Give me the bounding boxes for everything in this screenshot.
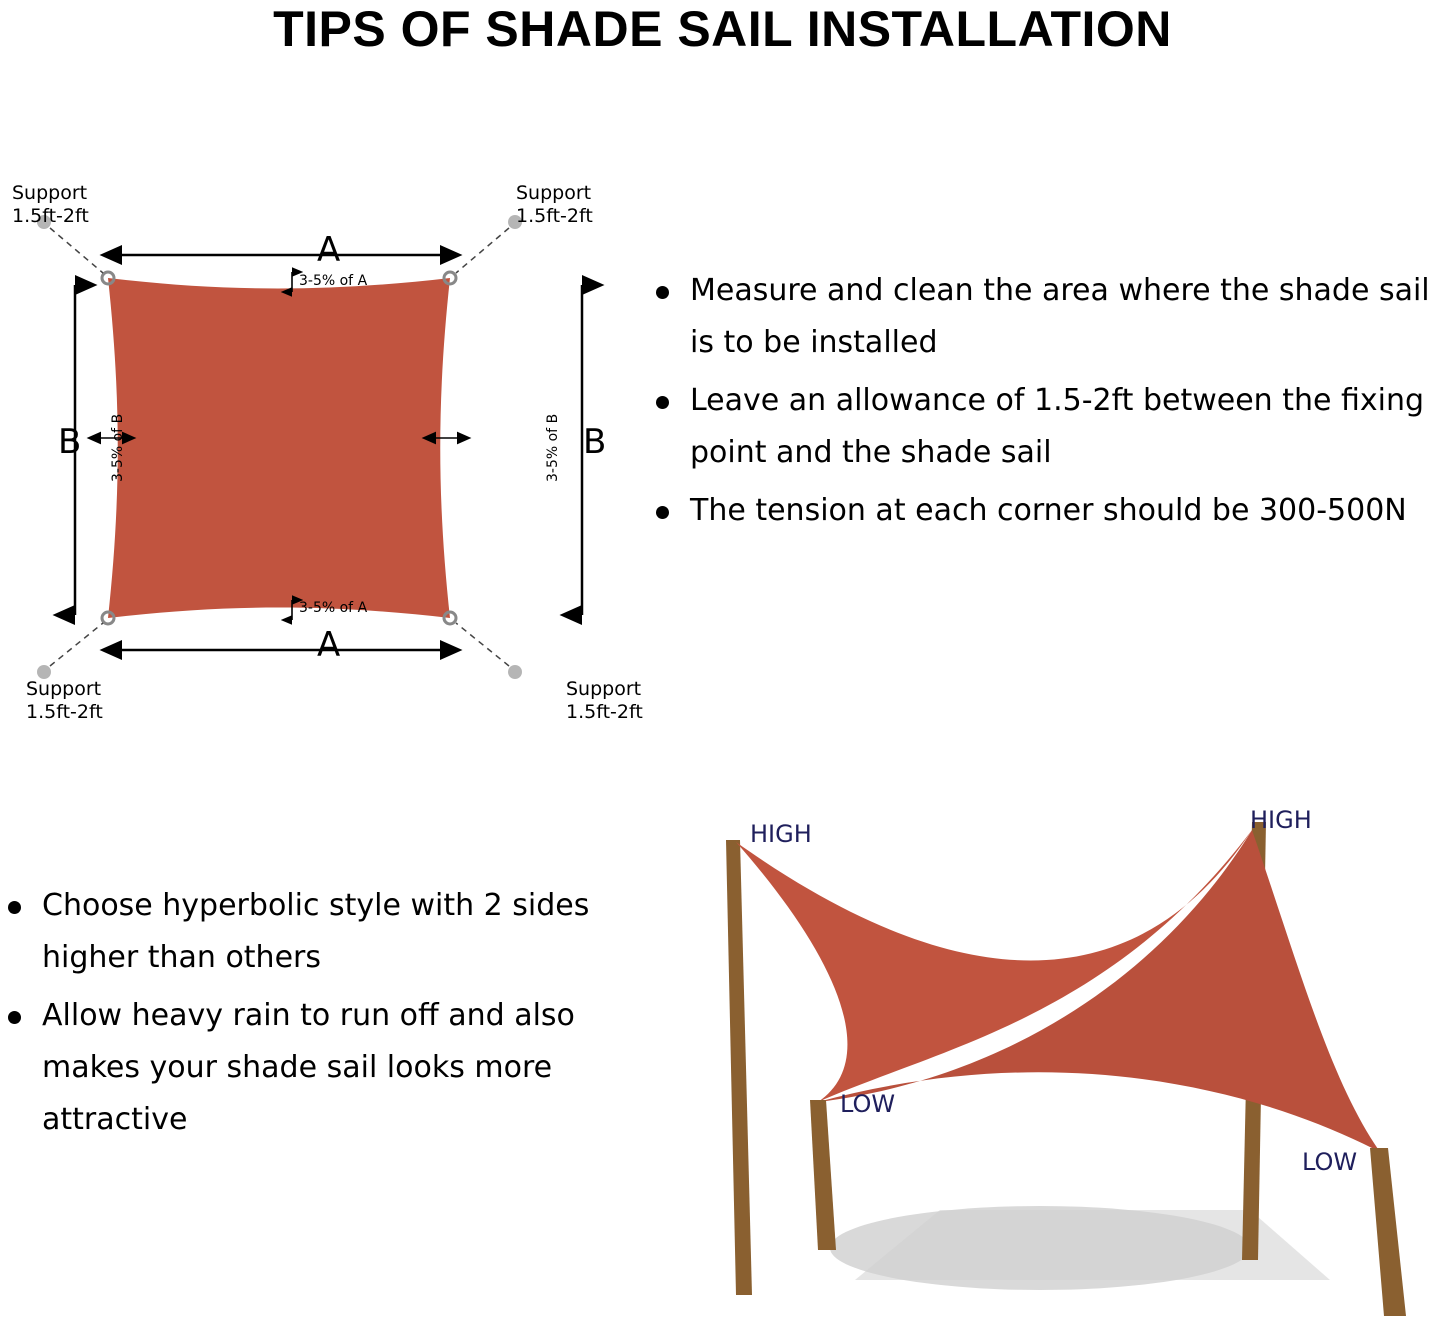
support-label-top-right: Support 1.5ft-2ft <box>516 182 593 227</box>
list-item: Leave an allowance of 1.5-2ft between the fixing point and the shade sail <box>648 375 1445 479</box>
tag-low-right: LOW <box>1302 1148 1358 1176</box>
curve-label-left: 3-5% of B <box>110 413 126 482</box>
support-dot-bottom-left <box>37 665 51 679</box>
list-item: Measure and clean the area where the shade sail is to be installed <box>648 265 1445 369</box>
support-dot-bottom-right <box>508 665 522 679</box>
support-line-bottom-left <box>50 623 103 666</box>
support-label-bottom-left: Support 1.5ft-2ft <box>26 678 103 723</box>
tag-high-right: HIGH <box>1250 806 1312 834</box>
pole-low-left <box>810 1100 836 1250</box>
rectangular-sail-diagram <box>0 160 660 730</box>
dimension-label-left-b: B <box>58 422 82 462</box>
dimension-label-top-a: A <box>317 230 341 270</box>
list-item: Choose hyperbolic style with 2 sides higher than others <box>0 880 620 984</box>
sail-shape <box>108 278 450 618</box>
tips-list-right <box>648 265 1445 543</box>
support-label-bottom-right: Support 1.5ft-2ft <box>566 678 643 723</box>
list-item: Allow heavy rain to run off and also makes your shade sail looks more attractive <box>0 990 620 1146</box>
hyperbolic-sail-svg <box>640 780 1445 1319</box>
hyperbolic-sail-diagram <box>640 780 1445 1319</box>
support-line-bottom-right <box>456 623 509 666</box>
page-title: TIPS OF SHADE SAIL INSTALLATION <box>273 1 1172 57</box>
support-line-top-right <box>456 228 509 273</box>
dimension-label-bottom-a: A <box>317 625 341 665</box>
curve-label-right: 3-5% of B <box>545 413 561 482</box>
support-label-top-left: Support 1.5ft-2ft <box>12 182 89 227</box>
curve-label-top: 3-5% of A <box>299 273 368 289</box>
list-item: The tension at each corner should be 300-500N <box>648 485 1445 537</box>
support-line-top-left <box>50 228 103 273</box>
dimension-label-right-b: B <box>583 422 607 462</box>
pole-high-left <box>726 840 752 1295</box>
tips-list-left <box>0 880 620 1152</box>
curve-label-bottom: 3-5% of A <box>299 600 368 616</box>
tag-high-left: HIGH <box>750 820 812 848</box>
pole-low-right <box>1370 1148 1406 1316</box>
tag-low-left: LOW <box>840 1090 896 1118</box>
